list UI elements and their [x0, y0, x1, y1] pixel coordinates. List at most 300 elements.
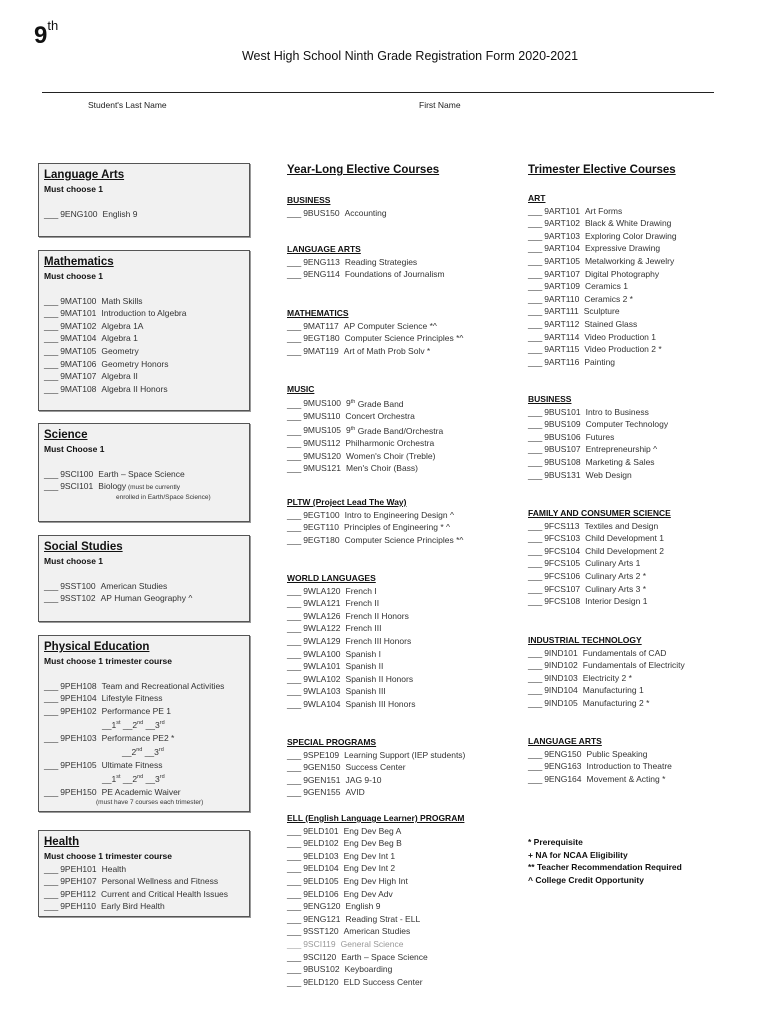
course-item — [528, 760, 672, 773]
course-code: 9EGT110 — [303, 522, 339, 533]
course-blank[interactable]: ___ — [287, 661, 302, 672]
course-blank[interactable]: ___ — [287, 838, 302, 849]
course-blank[interactable]: ___ — [528, 773, 543, 784]
course-blank[interactable]: ___ — [528, 356, 543, 367]
course-item — [44, 307, 244, 320]
course-blank[interactable]: ___ — [44, 863, 59, 874]
course-code: 9ENG163 — [544, 761, 582, 772]
course-item — [528, 570, 671, 583]
course-code: 9BUS150 — [303, 207, 340, 218]
year-long-ell-group — [287, 812, 464, 988]
course-code: 9BUS109 — [544, 419, 581, 430]
course-code: 9BUS107 — [544, 444, 581, 455]
course-code: 9FCS107 — [544, 583, 581, 594]
course-blank[interactable]: ___ — [287, 425, 302, 436]
course-item — [44, 875, 244, 888]
mathematics-box — [38, 250, 250, 411]
course-item — [287, 635, 415, 648]
course-item — [287, 332, 463, 345]
course-blank[interactable]: ___ — [287, 411, 302, 422]
course-blank[interactable]: ___ — [528, 318, 543, 329]
trimester-blank[interactable]: __ — [102, 774, 112, 785]
course-note: (must be currently — [126, 484, 180, 492]
course-blank[interactable]: ___ — [287, 610, 302, 621]
ordinal-suffix: rd — [158, 747, 164, 754]
course-blank[interactable]: ___ — [287, 333, 302, 344]
course-name: Men's Choir (Bass) — [346, 463, 419, 474]
course-name: AP Human Geography ^ — [100, 593, 193, 604]
course-code: 9ENG150 — [544, 748, 582, 759]
course-name: Success Center — [345, 762, 406, 773]
ordinal-suffix: rd — [159, 720, 165, 727]
trimester-industrial-group — [528, 634, 685, 710]
course-blank[interactable]: ___ — [287, 269, 302, 280]
course-blank[interactable]: ___ — [528, 344, 543, 355]
course-code: 9ART112 — [544, 318, 580, 329]
course-blank[interactable]: ___ — [44, 705, 59, 716]
course-item — [528, 469, 668, 482]
course-blank[interactable]: ___ — [44, 876, 59, 887]
course-item — [44, 383, 244, 396]
course-code: 9ART105 — [544, 255, 580, 266]
course-item — [44, 580, 244, 593]
course-blank[interactable]: ___ — [528, 685, 543, 696]
course-name: Principles of Engineering * ^ — [343, 522, 450, 533]
course-blank[interactable]: ___ — [287, 875, 302, 886]
group-heading: FAMILY AND CONSUMER SCIENCE — [528, 508, 671, 518]
legend-item: ^ College Credit Opportunity — [528, 874, 644, 885]
course-item — [287, 437, 443, 450]
course-item — [287, 410, 443, 423]
course-blank[interactable]: ___ — [528, 596, 543, 607]
course-name: Digital Photography — [584, 268, 660, 279]
course-code: 9SST100 — [60, 580, 96, 591]
course-blank[interactable]: ___ — [528, 570, 543, 581]
course-code: 9MAT108 — [60, 383, 97, 394]
course-item — [287, 888, 464, 901]
course-name: Earth – Space Science — [341, 951, 428, 962]
group-heading: LANGUAGE ARTS — [528, 736, 602, 746]
course-code: 9ELD101 — [303, 825, 339, 836]
course-blank[interactable]: ___ — [287, 463, 302, 474]
course-blank[interactable]: ___ — [528, 331, 543, 342]
course-blank[interactable]: ___ — [528, 218, 543, 229]
course-blank[interactable]: ___ — [287, 509, 302, 520]
course-item — [287, 597, 415, 610]
course-blank[interactable]: ___ — [287, 698, 302, 709]
course-blank[interactable]: ___ — [44, 320, 59, 331]
trimester-blank[interactable]: __ — [122, 774, 133, 785]
course-blank[interactable]: ___ — [44, 468, 59, 479]
course-name: Algebra II Honors — [101, 383, 168, 394]
course-code: 9FCS105 — [544, 558, 581, 569]
course-name: AVID — [345, 787, 365, 798]
box-subtitle: Must choose 1 — [44, 556, 104, 566]
course-blank[interactable]: ___ — [528, 444, 543, 455]
course-item — [528, 431, 668, 444]
course-blank[interactable]: ___ — [287, 913, 302, 924]
course-code: 9FCS103 — [544, 533, 581, 544]
legend-item: ** Teacher Recommendation Required — [528, 862, 682, 873]
course-blank[interactable]: ___ — [287, 635, 302, 646]
course-item — [528, 242, 677, 255]
course-code: 9IND102 — [544, 660, 578, 671]
course-name: Spanish III Honors — [345, 698, 416, 709]
course-code: 9ART107 — [544, 268, 580, 279]
trimester-blank[interactable]: __ — [145, 774, 156, 785]
course-blank[interactable]: ___ — [287, 938, 302, 949]
course-code: 9ENG121 — [303, 913, 341, 924]
course-item — [528, 280, 677, 293]
course-blank[interactable]: ___ — [44, 383, 59, 394]
course-name: Black & White Drawing — [584, 218, 672, 229]
course-code: 9MAT101 — [60, 308, 97, 319]
box-subtitle: Must Choose 1 — [44, 444, 105, 454]
course-code: 9MAT102 — [60, 320, 97, 331]
course-name: Current and Critical Health Issues — [100, 888, 229, 899]
course-blank[interactable]: ___ — [528, 268, 543, 279]
course-name: Geometry Honors — [101, 358, 169, 369]
course-blank[interactable]: ___ — [287, 888, 302, 899]
course-item — [528, 545, 671, 558]
box-title: Mathematics — [44, 256, 114, 268]
course-blank[interactable]: ___ — [287, 522, 302, 533]
course-item — [287, 875, 464, 888]
trimester-number: 3 — [154, 747, 159, 758]
course-code: 9MUS112 — [303, 438, 341, 449]
course-blank[interactable]: ___ — [528, 419, 543, 430]
course-code: 9IND103 — [544, 672, 578, 683]
course-item — [287, 345, 463, 358]
course-code: 9PEH112 — [60, 888, 96, 899]
trimester-blank[interactable]: __ — [122, 720, 133, 731]
trimester-blank[interactable]: __ — [122, 747, 132, 758]
course-blank[interactable]: ___ — [528, 748, 543, 759]
course-item — [44, 900, 244, 913]
course-item — [44, 759, 244, 772]
course-name: Sculpture — [583, 306, 620, 317]
course-code: 9FCS113 — [544, 520, 580, 531]
course-code: 9BUS106 — [544, 431, 581, 442]
course-code: 9PEH150 — [60, 786, 97, 797]
course-code: 9ELD106 — [303, 888, 339, 899]
course-blank[interactable]: ___ — [44, 295, 59, 306]
course-name: PE Academic Waiver — [101, 786, 181, 797]
course-code: 9GEN151 — [303, 774, 341, 785]
course-name: Accounting — [344, 207, 387, 218]
course-item — [287, 862, 464, 875]
group-heading: ART — [528, 193, 546, 203]
course-item — [287, 850, 464, 863]
ordinal-suffix: nd — [136, 747, 143, 754]
course-blank[interactable]: ___ — [287, 673, 302, 684]
course-blank[interactable]: ___ — [528, 583, 543, 594]
course-name: Women's Choir (Treble) — [346, 450, 436, 461]
course-code: 9IND104 — [544, 685, 578, 696]
course-blank[interactable]: ___ — [528, 660, 543, 671]
ordinal-suffix: rd — [159, 774, 165, 781]
social-studies-box — [38, 535, 250, 622]
course-blank[interactable]: ___ — [528, 243, 543, 254]
course-item — [44, 332, 244, 345]
course-blank[interactable]: ___ — [528, 469, 543, 480]
box-subtitle: Must choose 1 — [44, 271, 104, 281]
group-heading: PLTW (Project Lead The Way) — [287, 497, 407, 507]
course-note: enrolled in Earth/Space Science) — [116, 494, 211, 502]
year-long-special-programs-group — [287, 736, 465, 799]
course-item — [44, 888, 244, 901]
course-blank[interactable]: ___ — [287, 951, 302, 962]
course-name: Entrepreneurship ^ — [585, 444, 658, 455]
course-code: 9PEH110 — [60, 901, 96, 912]
course-code: 9MUS110 — [303, 411, 341, 422]
course-name: 9 — [346, 425, 351, 436]
ordinal-suffix: st — [116, 774, 121, 781]
course-item — [287, 685, 415, 698]
course-item — [44, 592, 244, 605]
course-code: 9ELD120 — [303, 976, 339, 987]
course-name: Spanish II — [345, 661, 384, 672]
course-item — [287, 698, 415, 711]
course-name: 9 — [346, 398, 351, 409]
ordinal-suffix: th — [350, 398, 356, 405]
course-code: 9ART102 — [544, 218, 580, 229]
course-blank[interactable]: ___ — [44, 345, 59, 356]
course-blank[interactable]: ___ — [44, 901, 59, 912]
trimester-business-group — [528, 393, 668, 481]
course-item — [44, 705, 244, 718]
course-name: Manufacturing 2 * — [582, 697, 650, 708]
course-item — [287, 610, 415, 623]
course-blank[interactable]: ___ — [44, 593, 59, 604]
course-name: Eng Dev Adv — [343, 888, 393, 899]
course-item — [287, 963, 464, 976]
trimester-blank[interactable]: __ — [144, 747, 155, 758]
course-blank[interactable]: ___ — [528, 520, 543, 531]
course-item — [528, 456, 668, 469]
course-code: 9ENG164 — [544, 773, 582, 784]
course-blank[interactable]: ___ — [528, 697, 543, 708]
legend-item: + NA for NCAA Eligibility — [528, 849, 628, 860]
legend — [528, 836, 682, 886]
course-code: 9ART110 — [544, 293, 580, 304]
course-code: 9ENG113 — [303, 256, 340, 267]
course-blank[interactable]: ___ — [528, 431, 543, 442]
course-blank[interactable]: ___ — [528, 761, 543, 772]
year-long-language-arts-group — [287, 243, 445, 281]
course-item — [44, 295, 244, 308]
course-name: Art Forms — [584, 205, 623, 216]
course-name: Public Speaking — [586, 748, 648, 759]
course-blank[interactable]: ___ — [287, 585, 302, 596]
course-blank[interactable]: ___ — [287, 598, 302, 609]
group-heading: INDUSTRIAL TECHNOLOGY — [528, 635, 642, 645]
course-name: Computer Science Principles *^ — [344, 534, 464, 545]
course-item — [287, 825, 464, 838]
course-blank[interactable]: ___ — [287, 762, 302, 773]
course-code: 9FCS104 — [544, 545, 581, 556]
course-blank[interactable]: ___ — [287, 850, 302, 861]
group-heading: SPECIAL PROGRAMS — [287, 737, 377, 747]
course-code: 9MAT100 — [60, 295, 97, 306]
course-blank[interactable]: ___ — [528, 255, 543, 266]
course-item — [287, 761, 465, 774]
course-name: English 9 — [102, 208, 138, 219]
course-blank[interactable]: ___ — [287, 901, 302, 912]
course-blank[interactable]: ___ — [287, 207, 302, 218]
year-long-pltw-group — [287, 496, 463, 546]
trimester-choice-row — [44, 744, 244, 758]
course-name: Culinary Arts 1 — [585, 558, 641, 569]
course-blank[interactable]: ___ — [44, 308, 59, 319]
course-name: Ceramics 1 — [584, 281, 628, 292]
course-item — [287, 900, 464, 913]
course-name: Introduction to Theatre — [586, 761, 672, 772]
course-name: Algebra 1 — [101, 333, 138, 344]
course-blank[interactable]: ___ — [287, 964, 302, 975]
course-blank[interactable]: ___ — [528, 647, 543, 658]
language-arts-box — [38, 163, 250, 237]
course-name: Intro to Engineering Design ^ — [344, 509, 454, 520]
course-code: 9PEH101 — [60, 863, 97, 874]
course-blank[interactable]: ___ — [44, 358, 59, 369]
course-name: Stained Glass — [584, 318, 638, 329]
course-item — [528, 583, 671, 596]
ordinal-suffix: th — [350, 425, 356, 432]
course-blank[interactable]: ___ — [44, 693, 59, 704]
course-blank[interactable]: ___ — [287, 825, 302, 836]
course-code: 9ENG114 — [303, 269, 340, 280]
course-blank[interactable]: ___ — [528, 672, 543, 683]
group-heading: BUSINESS — [287, 195, 331, 205]
course-code: 9SCI120 — [303, 951, 337, 962]
course-name: Concert Orchestra — [345, 411, 415, 422]
course-blank[interactable]: ___ — [44, 680, 59, 691]
course-item — [528, 356, 677, 369]
course-code: 9ELD105 — [303, 875, 339, 886]
course-blank[interactable]: ___ — [44, 759, 59, 770]
course-code: 9PEH105 — [60, 759, 97, 770]
course-item — [287, 976, 464, 989]
course-blank[interactable]: ___ — [287, 438, 302, 449]
course-code: 9MAT106 — [60, 358, 97, 369]
course-item — [287, 786, 465, 799]
course-code: 9MAT117 — [303, 320, 339, 331]
course-blank[interactable]: ___ — [44, 786, 59, 797]
course-name: Biology — [98, 481, 127, 492]
course-blank[interactable]: ___ — [287, 320, 302, 331]
course-item — [287, 660, 415, 673]
trimester-heading: Trimester Elective Courses — [528, 164, 676, 176]
course-item — [528, 647, 685, 660]
course-blank[interactable]: ___ — [287, 398, 302, 409]
course-blank[interactable]: ___ — [528, 205, 543, 216]
course-item — [44, 358, 244, 371]
course-code: 9PEH104 — [60, 693, 97, 704]
course-item — [44, 468, 244, 481]
course-name-rest: Grade Band — [355, 398, 404, 409]
course-item — [44, 692, 244, 705]
course-blank[interactable]: ___ — [287, 749, 302, 760]
course-item — [287, 774, 465, 787]
course-blank[interactable]: ___ — [528, 230, 543, 241]
course-item — [528, 595, 671, 608]
course-blank[interactable]: ___ — [528, 558, 543, 569]
course-code: 9EGT100 — [303, 509, 340, 520]
course-blank[interactable]: ___ — [287, 623, 302, 634]
trimester-fcs-group — [528, 507, 671, 608]
course-blank[interactable]: ___ — [287, 863, 302, 874]
trimester-choice-row — [44, 771, 244, 785]
course-blank[interactable]: ___ — [287, 256, 302, 267]
course-item — [528, 293, 677, 306]
trimester-blank[interactable]: __ — [145, 720, 156, 731]
student-name-field[interactable] — [42, 92, 714, 93]
course-blank[interactable]: ___ — [44, 580, 59, 591]
ordinal-suffix: nd — [137, 774, 144, 781]
course-blank[interactable]: ___ — [528, 406, 543, 417]
course-name: ELD Success Center — [343, 976, 423, 987]
course-blank[interactable]: ___ — [44, 208, 59, 219]
course-blank[interactable]: ___ — [528, 545, 543, 556]
course-blank[interactable]: ___ — [287, 450, 302, 461]
course-blank[interactable]: ___ — [44, 333, 59, 344]
course-name: Art of Math Prob Solv * — [343, 345, 431, 356]
course-blank[interactable]: ___ — [528, 533, 543, 544]
course-blank[interactable]: ___ — [287, 534, 302, 545]
course-code: 9ELD104 — [303, 863, 339, 874]
course-blank[interactable]: ___ — [287, 345, 302, 356]
box-subtitle: Must choose 1 trimester course — [44, 851, 173, 861]
course-name: Team and Recreational Activities — [101, 680, 225, 691]
course-blank[interactable]: ___ — [287, 926, 302, 937]
course-blank[interactable]: ___ — [44, 371, 59, 382]
course-code: 9WLA100 — [303, 648, 341, 659]
course-blank[interactable]: ___ — [287, 686, 302, 697]
course-code: 9SCI119 — [303, 938, 336, 949]
course-name: American Studies — [100, 580, 168, 591]
course-name: Eng Dev Int 1 — [343, 850, 396, 861]
course-name: Ceramics 2 * — [584, 293, 633, 304]
course-note: (must have 7 courses each trimester) — [96, 799, 204, 807]
course-blank[interactable]: ___ — [528, 456, 543, 467]
course-name: Learning Support (IEP students) — [344, 749, 466, 760]
course-item — [528, 343, 677, 356]
course-name: Performance PE2 * — [101, 732, 175, 743]
box-title: Health — [44, 836, 80, 848]
course-blank[interactable]: ___ — [528, 306, 543, 317]
course-code: 9EGT180 — [303, 333, 340, 344]
course-blank[interactable]: ___ — [44, 888, 59, 899]
course-item — [287, 423, 443, 437]
course-item — [287, 673, 415, 686]
course-code: 9WLA121 — [303, 598, 341, 609]
course-blank[interactable]: ___ — [287, 648, 302, 659]
trimester-blank[interactable]: __ — [102, 720, 112, 731]
course-item — [528, 672, 685, 685]
course-name: Marketing & Sales — [585, 456, 655, 467]
course-blank[interactable]: ___ — [44, 732, 59, 743]
course-blank[interactable]: ___ — [528, 293, 543, 304]
course-blank[interactable]: ___ — [44, 481, 59, 492]
course-blank[interactable]: ___ — [528, 281, 543, 292]
course-blank[interactable]: ___ — [287, 976, 302, 987]
course-blank[interactable]: ___ — [287, 787, 302, 798]
course-name: Introduction to Algebra — [101, 308, 187, 319]
course-code: 9IND101 — [544, 647, 578, 658]
course-item — [528, 331, 677, 344]
course-blank[interactable]: ___ — [287, 774, 302, 785]
